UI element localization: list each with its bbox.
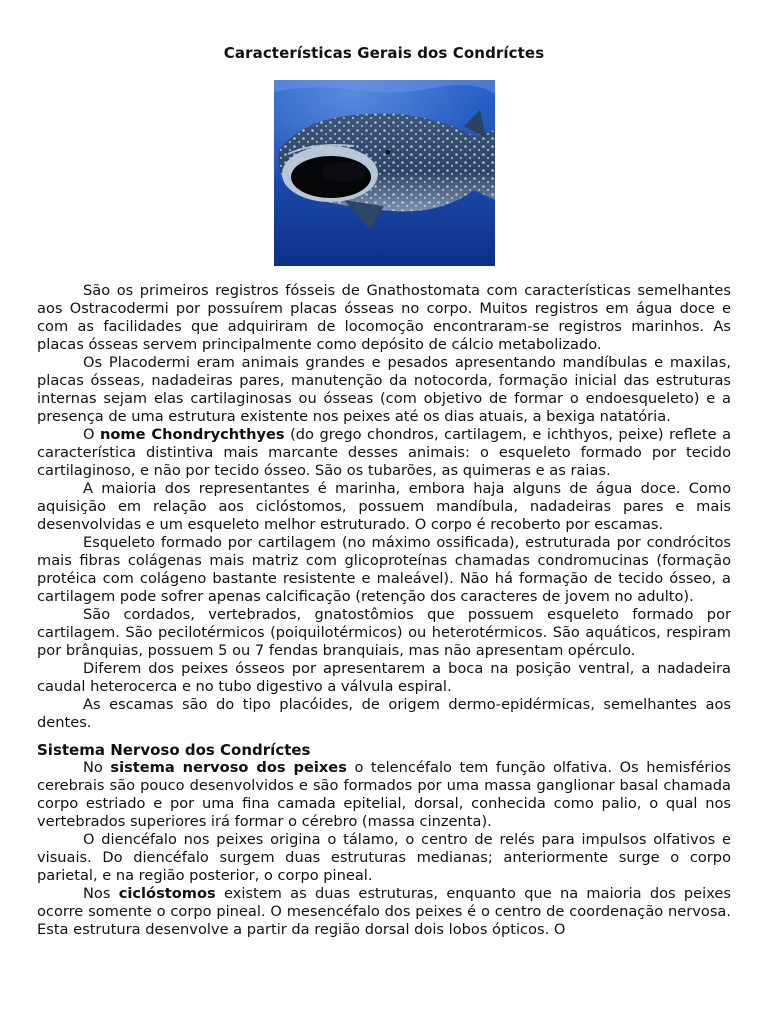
section2-paragraph-3 — [37, 885, 731, 939]
article-body — [37, 282, 731, 939]
section2-paragraph-1-post: o telencéfalo tem função olfativa. Os hemisférios cerebrais são pouco desenvolvidos e são formados por uma massa ganglionar basal chamada corpo estriado e por uma fina camada epitelial, dorsal, conhecida como palio, o qual nos vertebrados superiores irá formar o cérebro (massa cinzenta). — [37, 759, 732, 830]
section2-paragraph-1-pre: No — [83, 759, 103, 776]
paragraph-2: Os Placodermi eram animais grandes e pesados apresentando mandíbulas e maxilas, placas ósseas, nadadeiras pares, manutenção da notocorda, formação inicial das estruturas internas sejam elas cartilaginosas ou ósseas (com objetivo de formar o endoesqueleto) e a presença de uma estrutura existente nos peixes até os dias atuais, a bexiga natatória. — [37, 354, 731, 425]
whale-shark-photo-icon — [274, 80, 495, 266]
term-ciclostomos: ciclóstomos — [118, 885, 216, 902]
page-title: Características Gerais dos Condríctes — [223, 44, 545, 62]
paragraph-8: As escamas são do tipo placóides, de origem dermo-epidérmicas, semelhantes aos dentes. — [37, 696, 731, 731]
term-chondrychthyes: nome Chondrychthyes — [99, 426, 285, 443]
section2-paragraph-3-post: existem as duas estruturas, enquanto que na maioria dos peixes ocorre somente o corpo pineal. O mesencéfalo dos peixes é o centro de coordenação nervosa. Esta estrutura desenvolve a partir da região dorsal dois lobos ópticos. O — [37, 885, 731, 938]
paragraph-4: A maioria dos representantes é marinha, embora haja alguns de água doce. Como aquisição em relação aos ciclóstomos, possuem mandíbula, nadadeiras pares e mais desenvolvidas e um esqueleto melhor estruturado. O corpo é recoberto por escamas. — [37, 480, 731, 533]
section2-paragraph-2: O diencéfalo nos peixes origina o tálamo, o centro de relés para impulsos olfativos e visuais. Do diencéfalo surgem duas estruturas medianas; anteriormente surge o corpo parietal, e na região posterior, o corpo pineal. — [37, 831, 731, 884]
section2-paragraph-3-pre: Nos — [83, 885, 111, 902]
paragraph-5: Esqueleto formado por cartilagem (no máximo ossificada), estruturada por condrócitos mais fibras colágenas mais matriz com glicoproteínas chamadas condromucinas (formação protéica com colágeno bastante resistente e maleável). Não há formação de tecido ósseo, a cartilagem pode sofrer apenas calcificação (retenção dos caracteres de jovem no adulto). — [37, 534, 731, 605]
paragraph-6: São cordados, vertebrados, gnatostômios que possuem esqueleto formado por cartilagem. São pecilotérmicos (poiquilotérmicos) ou heterotérmicos. São aquáticos, respiram por brânquias, possuem 5 ou 7 fendas branquiais, mas não apresentam opérculo. — [37, 606, 731, 659]
term-sistema-nervoso: sistema nervoso dos peixes — [110, 759, 347, 776]
paragraph-3 — [37, 426, 731, 480]
whale-shark-image — [274, 80, 495, 266]
paragraph-1: São os primeiros registros fósseis de Gnathostomata com características semelhantes aos Ostracodermi por possuírem placas ósseas no corpo. Muitos registros em água doce e com as facilidades que adquiriram de locomoção encontraram-se registros marinhos. As placas ósseas servem principalmente como depósito de cálcio metabolizado. — [37, 282, 731, 353]
section2-paragraph-1 — [37, 759, 731, 831]
paragraph-3-pre: O — [83, 426, 95, 443]
paragraph-7: Diferem dos peixes ósseos por apresentarem a boca na posição ventral, a nadadeira caudal heterocerca e no tubo digestivo a válvula espiral. — [37, 660, 731, 695]
section-heading-nervous-system: Sistema Nervoso dos Condríctes — [37, 741, 311, 759]
paragraph-3-post: (do grego chondros, cartilagem, e ichthyos, peixe) reflete a característica distintiva mais marcante desses animais: o esqueleto formado por tecido cartilaginoso, e não por tecido ósseo. São os tubarões, as quimeras e as raias. — [37, 426, 732, 479]
